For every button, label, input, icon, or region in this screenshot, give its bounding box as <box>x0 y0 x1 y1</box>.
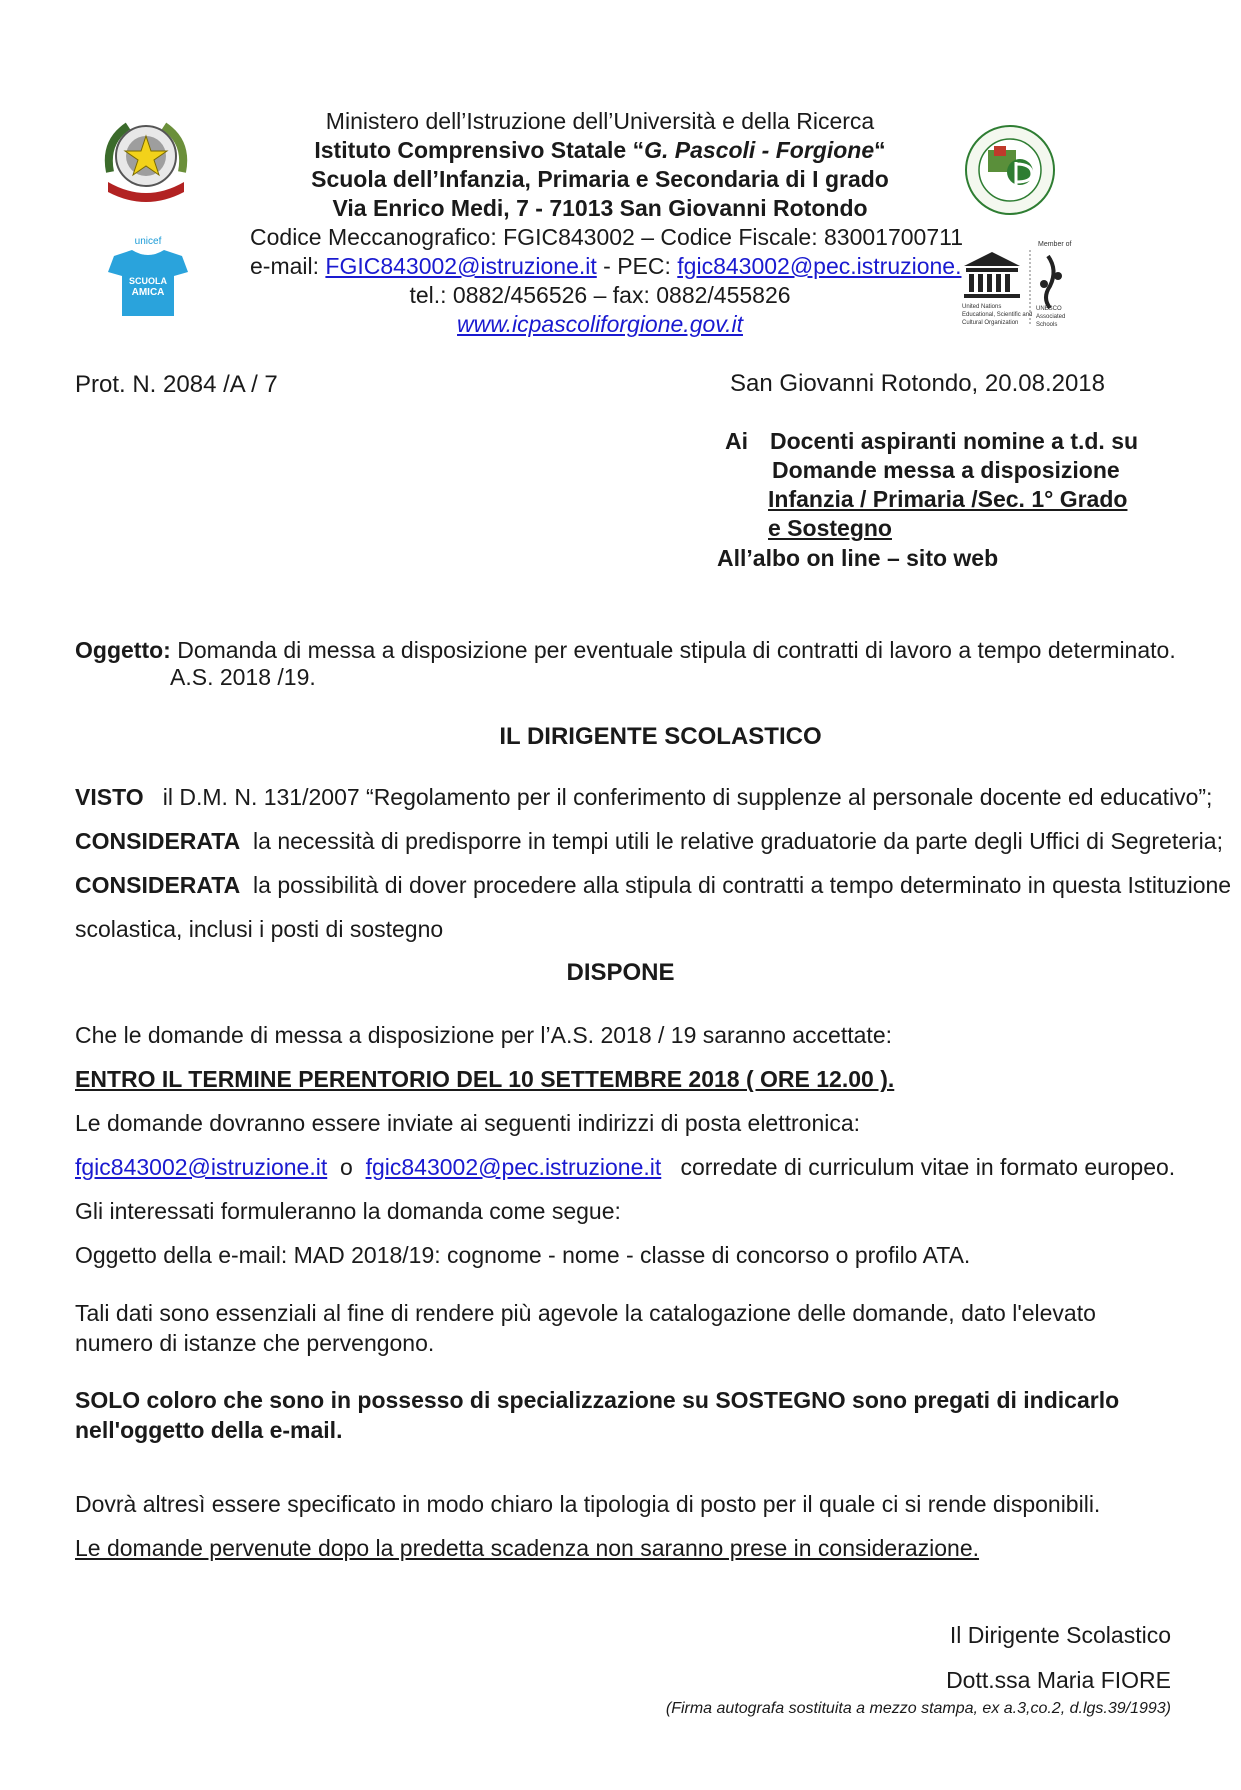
unicef-scuola-amica-logo <box>104 232 192 320</box>
format-intro: Gli interessati formuleranno la domanda come segue: <box>75 1198 621 1224</box>
recipients-line-3: Infanzia / Primaria /Sec. 1° Grado <box>768 486 1128 512</box>
svg-text:unicef: unicef <box>134 236 162 247</box>
svg-text:United Nations: United Nations <box>962 304 1002 310</box>
svg-text:Schools: Schools <box>1036 322 1058 328</box>
svg-text:Educational, Scientific and: Educational, Scientific and <box>962 312 1033 318</box>
institute-pec-link[interactable]: fgic843002@pec.istruzione. <box>677 253 962 279</box>
school-codes: Codice Meccanografico: FGIC843002 – Codice Fiscale: 83001700711 <box>250 224 963 250</box>
subject-year: A.S. 2018 /19. <box>170 664 316 690</box>
recipients-ai: Ai <box>725 428 748 454</box>
premise-visto: VISTO il D.M. N. 131/2007 “Regolamento per il conferimento di supplenze al personale docente ed educativo”; <box>75 784 1213 810</box>
protocol-number: Prot. N. 2084 /A / 7 <box>75 371 278 398</box>
institute-email-link[interactable]: FGIC843002@istruzione.it <box>325 253 597 279</box>
dirigente-heading: IL DIRIGENTE SCOLASTICO <box>499 723 822 750</box>
svg-text:UNESCO: UNESCO <box>1036 306 1062 312</box>
recipients-line-5: All’albo on line – sito web <box>717 545 999 571</box>
premise-considerata-1: CONSIDERATA la necessità di predisporre in tempi utili le relative graduatorie da parte degli Uffici di Segreteria; <box>75 828 1223 854</box>
website-line <box>250 310 950 339</box>
republic-emblem-logo <box>98 112 194 208</box>
svg-text:Member of: Member of <box>1038 241 1072 248</box>
sostegno-note: SOLO coloro che sono in possesso di specializzazione su SOSTEGNO sono pregati di indicarlo nell'oggetto della e-mail. <box>75 1387 1120 1443</box>
subject-text: Domanda di messa a disposizione per eventuale stipula di contratti di lavoro a tempo determinato. <box>177 637 1176 663</box>
svg-text:Associated: Associated <box>1036 314 1066 320</box>
premise-continuation: scolastica, inclusi i posti di sostegno <box>75 916 444 942</box>
recipients-line-1: Docenti aspiranti nomine a t.d. su <box>770 428 1139 454</box>
svg-text:Cultural Organization: Cultural Organization <box>962 320 1019 326</box>
svg-text:AMICA: AMICA <box>131 287 165 298</box>
unesco-logo <box>958 236 1078 332</box>
school-seal-logo <box>964 124 1056 216</box>
institute-name: Istituto Comprensivo Statale “G. Pascoli - Forgione“ <box>314 137 886 163</box>
email-link-1[interactable]: fgic843002@istruzione.it <box>75 1154 328 1180</box>
email-addresses: fgic843002@istruzione.it o fgic843002@pec.istruzione.it corredate di curriculum vitae in formato europeo. <box>75 1154 1176 1180</box>
late-notice: Le domande pervenute dopo la predetta scadenza non saranno prese in considerazione. <box>75 1535 980 1561</box>
signature-note: (Firma autografa sostituita a mezzo stampa, ex a.3,co.2, d.lgs.39/1993) <box>665 1700 1171 1717</box>
website-link[interactable]: www.icpascoliforgione.gov.it <box>457 311 743 337</box>
intro-text: Che le domande di messa a disposizione per l’A.S. 2018 / 19 saranno accettate: <box>75 1022 892 1048</box>
email-link-2[interactable]: fgic843002@pec.istruzione.it <box>365 1154 662 1180</box>
essential-text: Tali dati sono essenziali al fine di rendere più agevole la catalogazione delle domande, dato l'elevato numero di istanze che pervengono. <box>75 1300 1096 1356</box>
ministry-name: Ministero dell’Istruzione dell’Università e della Ricerca <box>325 108 875 134</box>
send-to-text: Le domande dovranno essere inviate ai seguenti indirizzi di posta elettronica: <box>75 1110 861 1136</box>
school-levels: Scuola dell’Infanzia, Primaria e Secondaria di I grado <box>311 166 889 192</box>
format-text: Oggetto della e-mail: MAD 2018/19: cognome - nome - classe di concorso o profilo ATA. <box>75 1242 971 1268</box>
premise-considerata-2: CONSIDERATA la possibilità di dover procedere alla stipula di contratti a tempo determinato in questa Istituzione <box>75 872 1232 898</box>
subject-line <box>75 635 1176 665</box>
contact-phone: tel.: 0882/456526 – fax: 0882/455826 <box>409 282 791 308</box>
signature-name: Dott.ssa Maria FIORE <box>946 1667 1171 1693</box>
signature-role: Il Dirigente Scolastico <box>949 1622 1171 1648</box>
recipients-line-4: e Sostegno <box>768 515 892 541</box>
svg-text:SCUOLA: SCUOLA <box>129 276 167 286</box>
deadline-text: ENTRO IL TERMINE PERENTORIO DEL 10 SETTEMBRE 2018 ( ORE 12.00 ). <box>75 1066 895 1092</box>
recipients-line-2: Domande messa a disposizione <box>772 457 1120 483</box>
specify-text: Dovrà altresì essere specificato in modo chiaro la tipologia di posto per il quale ci si rende disponibili. <box>75 1491 1101 1517</box>
dispone-heading: DISPONE <box>566 959 675 986</box>
contact-emails: e-mail: FGIC843002@istruzione.it - PEC: fgic843002@pec.istruzione. <box>250 253 962 279</box>
subject-label: Oggetto: <box>75 637 171 663</box>
school-address: Via Enrico Medi, 7 - 71013 San Giovanni Rotondo <box>332 195 868 221</box>
place-date: San Giovanni Rotondo, 20.08.2018 <box>730 370 1105 397</box>
